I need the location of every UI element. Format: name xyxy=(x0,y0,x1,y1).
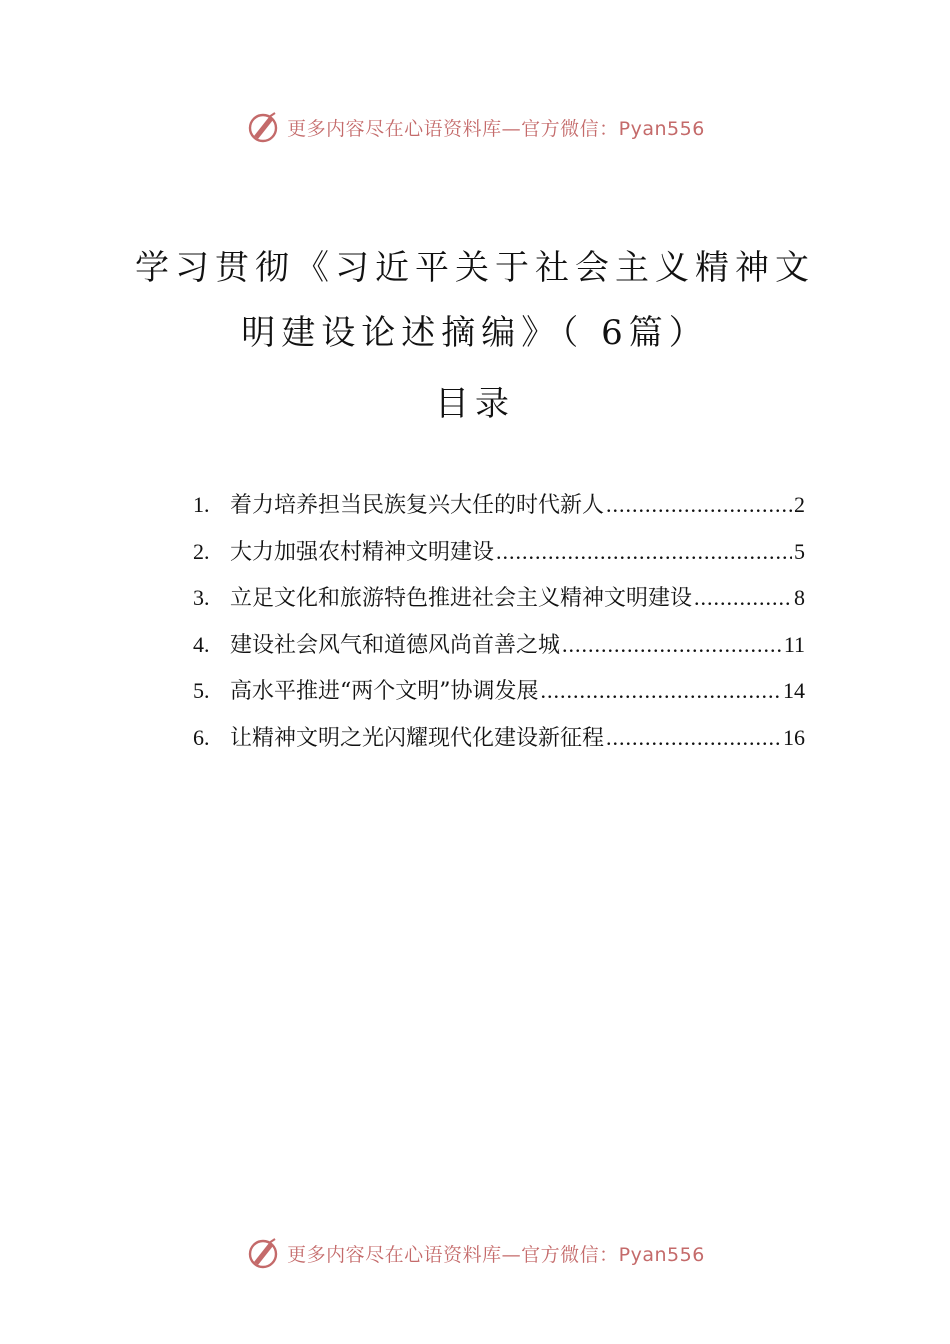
toc-leader-dots xyxy=(562,632,782,658)
toc-item-label: 建设社会风气和道德风尚首善之城 xyxy=(230,632,561,658)
toc-item-label: 让精神文明之光闪耀现代化建设新征程 xyxy=(230,725,605,751)
header-brand-text: 更多内容尽在心语资料库—官方微信：Pyan556 xyxy=(287,117,705,140)
toc-item-page: 16 xyxy=(783,724,805,750)
pen-circle-icon xyxy=(245,1235,281,1271)
toc-item-label: 高水平推进“两个文明”协调发展 xyxy=(230,679,539,705)
toc-item-page: 11 xyxy=(783,631,805,657)
toc-item-label: 立足文化和旅游特色推进社会主义精神文明建设 xyxy=(230,586,693,612)
toc-heading: 目录 xyxy=(435,384,515,424)
toc-leader-dots xyxy=(541,678,782,704)
toc-item-number: 6. xyxy=(193,724,210,750)
toc-leader-dots xyxy=(694,585,792,611)
toc-item[interactable] xyxy=(193,674,805,721)
document-title-line2: 明建设论述摘编》（ 6篇） xyxy=(241,313,709,353)
toc-leader-dots xyxy=(496,539,792,565)
header-watermark xyxy=(0,107,950,147)
toc-item-number: 3. xyxy=(193,585,210,611)
pen-circle-icon xyxy=(245,109,281,145)
toc-item-number: 4. xyxy=(193,631,210,657)
toc-item-label: 着力培养担当民族复兴大任的时代新人 xyxy=(230,493,605,518)
toc-item-page: 5 xyxy=(794,538,805,564)
toc-item-number: 5. xyxy=(193,678,210,704)
toc-item[interactable] xyxy=(193,488,805,535)
toc-item-page: 14 xyxy=(783,678,805,704)
toc-item-number: 2. xyxy=(193,538,210,564)
footer-watermark xyxy=(0,1233,950,1273)
table-of-contents xyxy=(193,488,805,768)
header-wechat-id: Pyan556 xyxy=(618,117,705,140)
document-title-line1: 学习贯彻《习近平关于社会主义精神文 xyxy=(135,248,815,288)
toc-item-number: 1. xyxy=(193,492,210,517)
toc-item[interactable] xyxy=(193,535,805,582)
toc-leader-dots xyxy=(606,725,781,751)
toc-item[interactable] xyxy=(193,721,805,768)
toc-item[interactable] xyxy=(193,628,805,675)
footer-wechat-id: Pyan556 xyxy=(618,1243,705,1266)
toc-item-page: 8 xyxy=(794,585,805,611)
toc-item[interactable] xyxy=(193,581,805,628)
toc-leader-dots xyxy=(606,492,792,518)
footer-brand-text: 更多内容尽在心语资料库—官方微信：Pyan556 xyxy=(287,1243,705,1266)
toc-item-page: 2 xyxy=(794,492,805,517)
toc-item-label: 大力加强农村精神文明建设 xyxy=(230,539,495,565)
